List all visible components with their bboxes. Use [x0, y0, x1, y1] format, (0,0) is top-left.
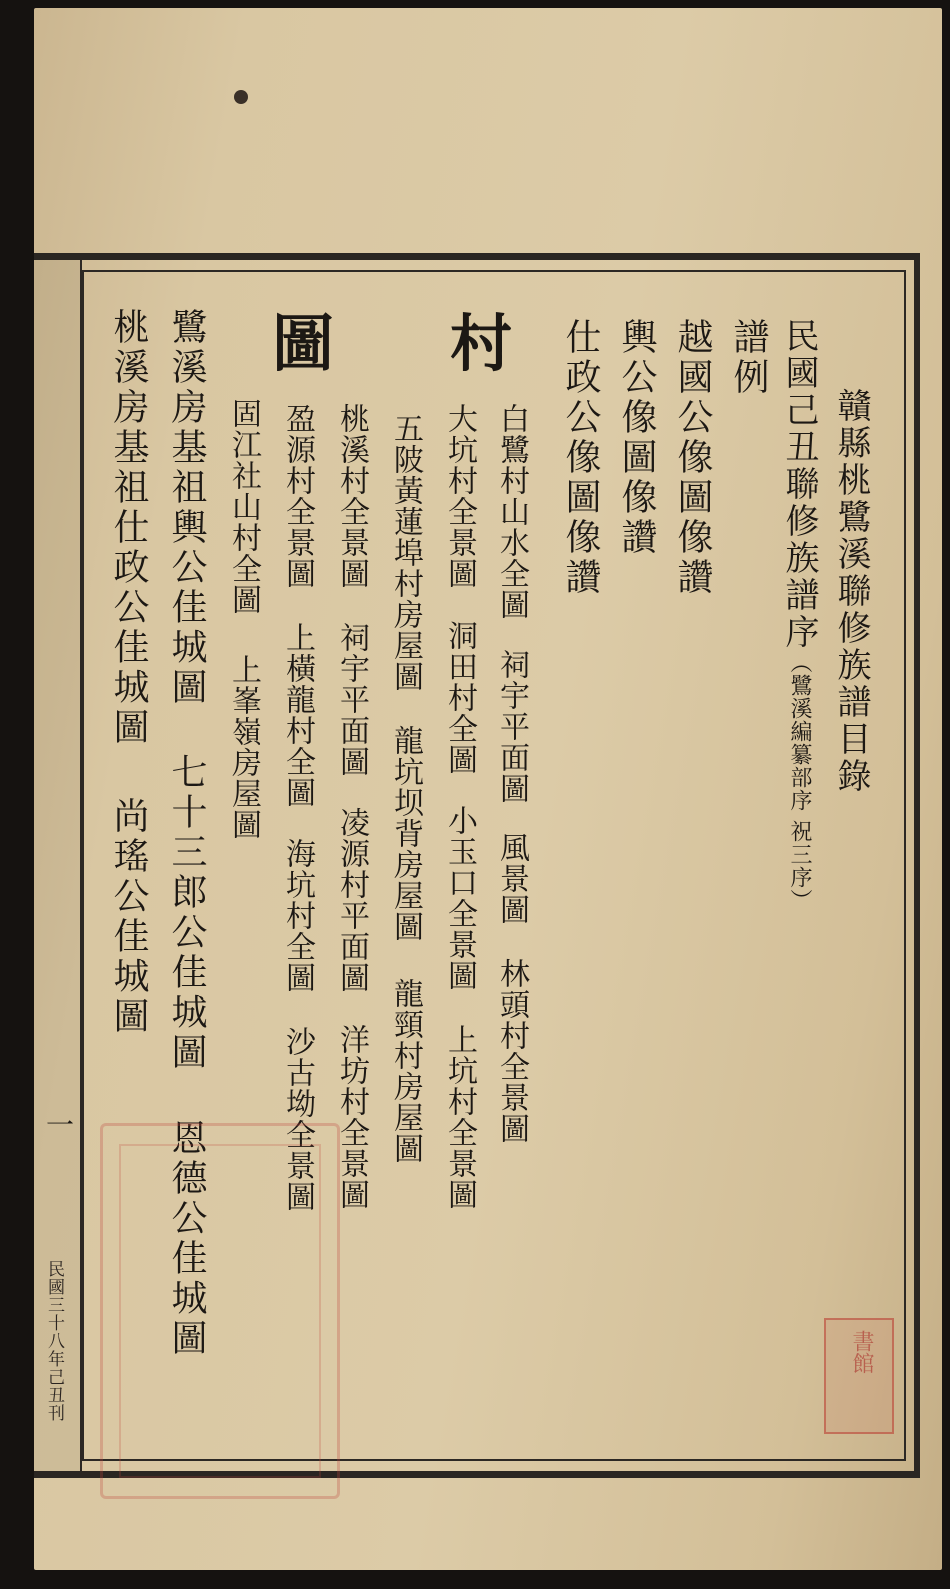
village-item: 盈源村全景圖 [280, 403, 315, 589]
margin-publication: 民國三十八年己丑刊 [44, 1260, 64, 1422]
library-seal [824, 1318, 894, 1434]
library-seal-faint [100, 1123, 340, 1499]
margin-page-number: 一 [42, 1110, 75, 1139]
village-item: 桃溪村全景圖 [334, 403, 369, 589]
margin-strip [34, 260, 82, 1471]
village-item: 林頭村全景圖 [494, 957, 529, 1144]
village-item: 五陂黃蓮埠村房屋圖 [388, 413, 423, 692]
village-item: 祠宇平面圖 [334, 621, 369, 777]
village-heading-char: 村 [449, 307, 512, 380]
toc-preface-note: （鷺溪編纂部序 祝三序） [787, 651, 812, 912]
village-column-1 [494, 403, 529, 1144]
village-heading-text [272, 307, 512, 380]
village-column-4 [334, 403, 369, 1210]
village-column-8 [108, 308, 149, 1038]
village-item: 固江社山村全圖 [226, 398, 261, 615]
village-item: 白鷺村山水全圖 [494, 403, 529, 620]
toc-yu-gong: 輿公像圖像讚 [616, 318, 657, 558]
village-heading-char: 圖 [272, 307, 335, 380]
village-item: 洞田村全圖 [442, 619, 477, 775]
village-item: 上橫龍村全圖 [280, 621, 315, 808]
village-heading [272, 307, 512, 380]
village-column-3 [388, 413, 423, 1165]
village-item: 上坑村全景圖 [442, 1023, 477, 1210]
document-title: 贛縣桃鷺溪聯修族譜目錄 [831, 388, 871, 795]
village-item: 海坑村全圖 [280, 838, 315, 994]
village-item: 風景圖 [494, 832, 529, 926]
village-item: 桃溪房基祖仕政公佳城圖 [108, 308, 149, 748]
seal-text: 書館 [849, 1330, 874, 1374]
village-item: 七十三郎公佳城圖 [166, 753, 207, 1074]
village-column-5 [280, 403, 315, 1212]
village-item: 小玉口全景圖 [442, 805, 477, 992]
village-item: 鷺溪房基祖輿公佳城圖 [166, 308, 207, 708]
village-item: 大坑村全景圖 [442, 403, 477, 589]
village-item: 洋坊村全景圖 [334, 1023, 369, 1210]
village-item: 恩德公佳城圖 [166, 1118, 207, 1359]
village-item: 凌源村平面圖 [334, 807, 369, 994]
village-column-2 [442, 403, 477, 1210]
village-item: 龍頸村房屋圖 [388, 978, 423, 1165]
village-item: 沙古坳全景圖 [280, 1025, 315, 1212]
toc-rules: 譜例 [728, 318, 769, 398]
village-item: 龍坑坝背房屋圖 [388, 724, 423, 942]
village-column-6 [226, 398, 261, 840]
ink-spot [234, 90, 248, 104]
toc-shi-zheng-gong: 仕政公像圖像讚 [560, 318, 601, 598]
document-page [34, 8, 942, 1570]
toc-preface [779, 318, 819, 912]
village-item: 祠宇平面圖 [494, 648, 529, 804]
village-item: 尚瑤公佳城圖 [108, 797, 149, 1038]
village-item: 上峯嶺房屋圖 [226, 653, 261, 840]
toc-yue-guo-gong: 越國公像圖像讚 [672, 318, 713, 598]
toc-preface-text: 民國己丑聯修族譜序 [779, 318, 819, 651]
